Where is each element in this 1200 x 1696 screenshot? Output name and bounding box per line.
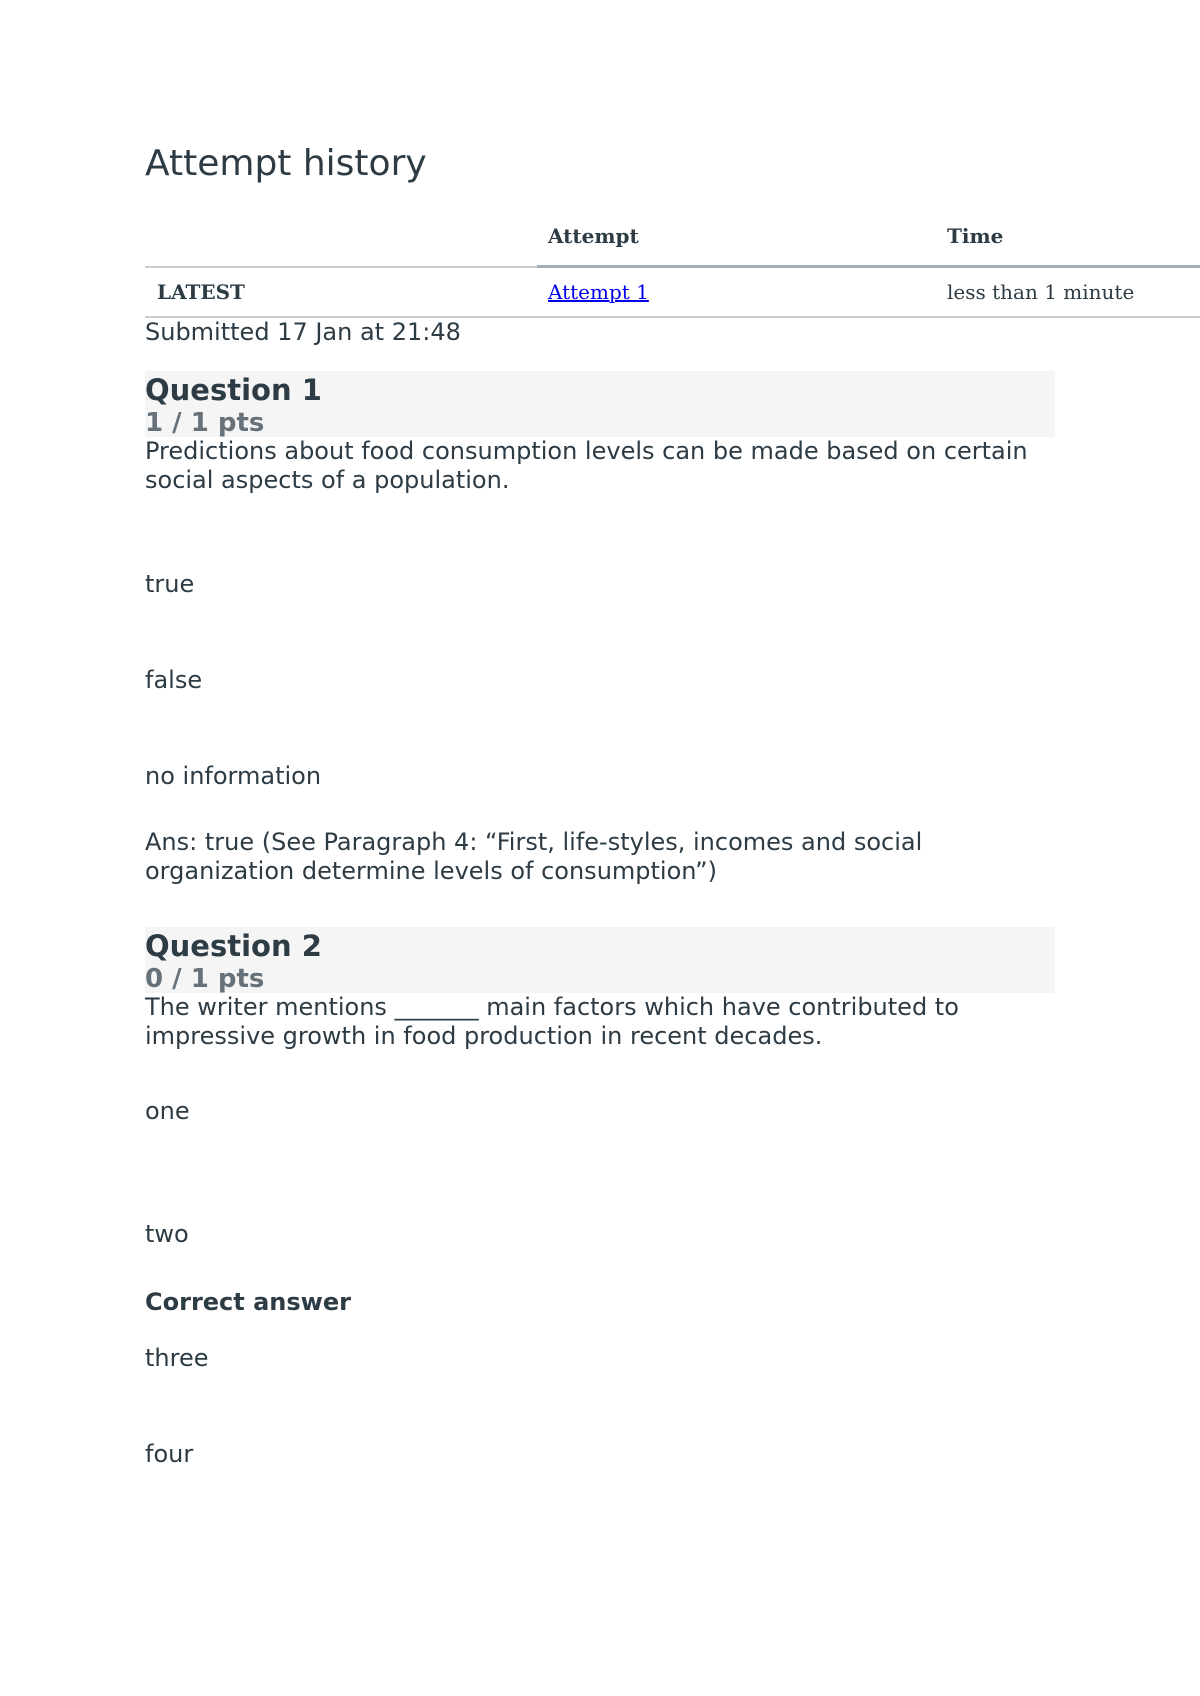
- question-text: The writer mentions _______ main factors which have contributed to impressive growth in food production in recent decades.: [145, 993, 959, 1050]
- answer-option: false: [145, 666, 203, 694]
- page-title: Attempt history: [145, 143, 427, 184]
- column-header-attempt: Attempt: [548, 224, 639, 248]
- table-row: [145, 268, 1200, 318]
- question-points: 1 / 1 pts: [145, 408, 265, 438]
- answer-option: true: [145, 570, 195, 598]
- question-text: Predictions about food consumption levels can be made based on certain social aspects of a population.: [145, 437, 1028, 494]
- column-header-time: Time: [947, 224, 1004, 248]
- question-header: [145, 371, 1055, 437]
- attempt-history-table: [145, 210, 1200, 318]
- question-header: [145, 927, 1055, 993]
- answer-explanation: Ans: true (See Paragraph 4: “First, life-styles, incomes and social organization determine levels of consumption”): [145, 828, 923, 885]
- attempt-time: less than 1 minute: [947, 280, 1135, 304]
- question-title: Question 1: [145, 373, 322, 407]
- attempt-link[interactable]: Attempt 1: [548, 280, 649, 304]
- correct-answer-label: Correct answer: [145, 1288, 351, 1316]
- question-2: [145, 927, 1055, 1051]
- answer-option: four: [145, 1440, 194, 1468]
- question-1: [145, 371, 1055, 495]
- answer-option: one: [145, 1097, 190, 1125]
- submitted-timestamp: Submitted 17 Jan at 21:48: [145, 318, 461, 346]
- answer-option: three: [145, 1344, 209, 1372]
- latest-label: LATEST: [157, 280, 245, 304]
- answer-option: no information: [145, 762, 322, 790]
- answer-option: two: [145, 1220, 189, 1248]
- question-points: 0 / 1 pts: [145, 964, 265, 994]
- question-title: Question 2: [145, 929, 322, 963]
- table-header-row: [145, 210, 1200, 268]
